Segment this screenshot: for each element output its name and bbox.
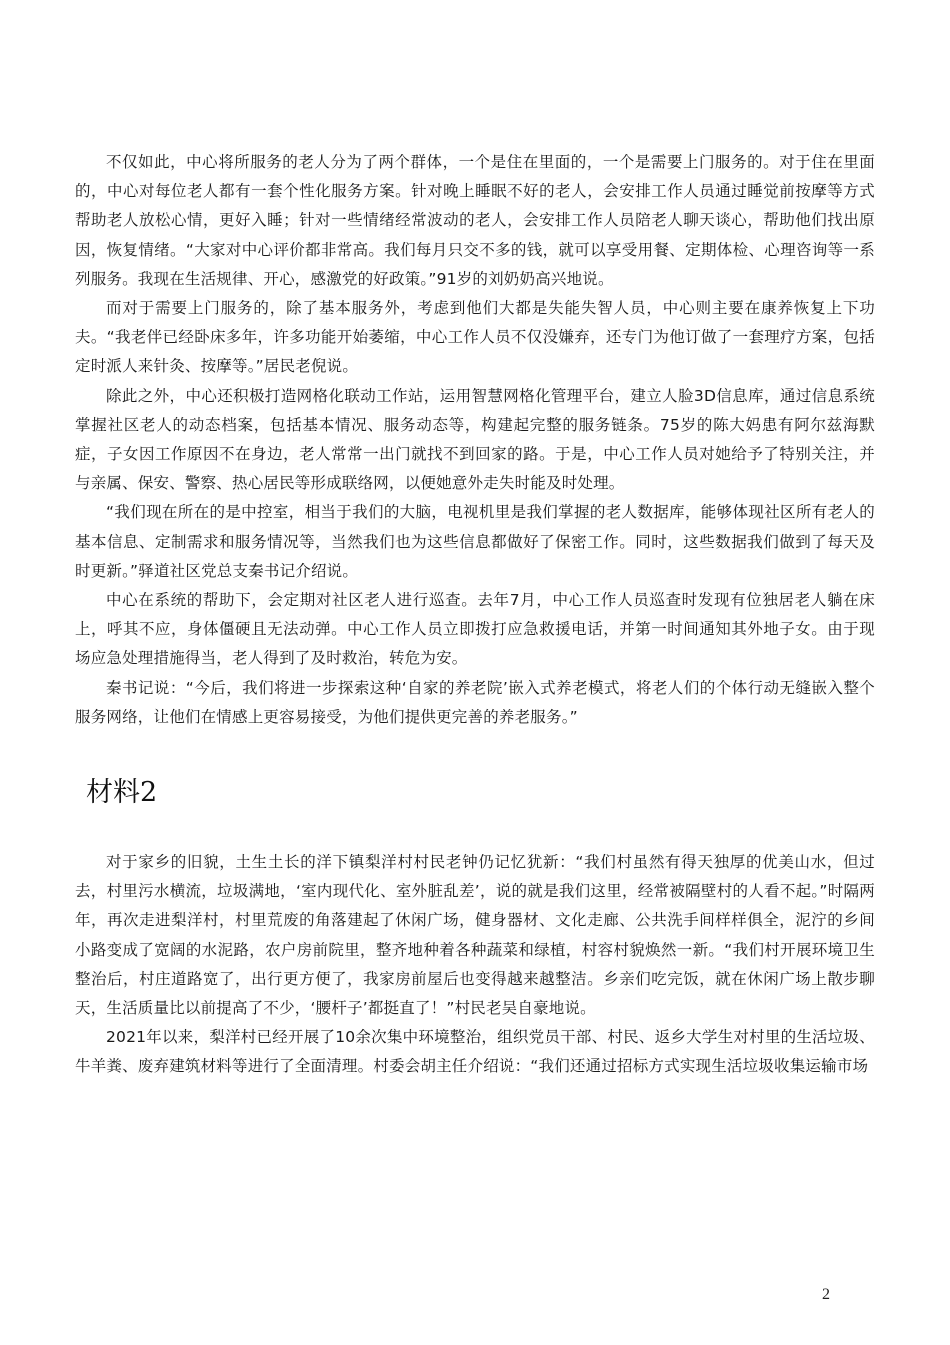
page-number: 2 xyxy=(822,1286,830,1303)
paragraph: 对于家乡的旧貌，土生土长的洋下镇梨洋村村民老钟仍记忆犹新：“我们村虽然有得天独厚的优美山水，但过去，村里污水横流，垃圾满地，‘室内现代化、室外脏乱差’，说的就是我们这里，经常被隔壁村的人看不起。”时隔两年，再次走进梨洋村，村里荒废的角落建起了休闲广场，健身器材、文化走廊、公共洗手间样样俱全，泥泞的乡间小路变成了宽阔的水泥路，农户房前院里，整齐地种着各种蔬菜和绿植，村容村貌焕然一新。“我们村开展环境卫生整治后，村庄道路宽了，出行更方便了，我家房前屋后也变得越来越整洁。乡亲们吃完饭，就在休闲广场上散步聊天，生活质量比以前提高了不少，‘腰杆子’都挺直了！”村民老吴自豪地说。 xyxy=(75,853,875,1018)
paragraph: 中心在系统的帮助下，会定期对社区老人进行巡查。去年7月，中心工作人员巡查时发现有位独居老人躺在床上，呼其不应，身体僵硬且无法动弹。中心工作人员立即拨打应急救援电话，并第一时间通知其外地子女。由于现场应急处理措施得当，老人得到了及时救治，转危为安。 xyxy=(75,591,875,668)
paragraph: 秦书记说：“今后，我们将进一步探索这种‘自家的养老院’嵌入式养老模式，将老人们的个体行动无缝嵌入整个服务网络，让他们在情感上更容易接受，为他们提供更完善的养老服务。” xyxy=(75,678,875,726)
section-heading: 材料2 xyxy=(86,777,158,809)
paragraph: 不仅如此，中心将所服务的老人分为了两个群体，一个是住在里面的，一个是需要上门服务的。对于住在里面的，中心对每位老人都有一套个性化服务方案。针对晚上睡眠不好的老人，会安排工作人员通过睡觉前按摩等方式帮助老人放松心情，更好入睡；针对一些情绪经常波动的老人，会安排工作人员陪老人聊天谈心，帮助他们找出原因，恢复情绪。“大家对中心评价都非常高。我们每月只交不多的钱，就可以享受用餐、定期体检、心理咨询等一系列服务。我现在生活规律、开心，感激党的好政策。”91岁的刘奶奶高兴地说。 xyxy=(75,153,875,288)
paragraph: 而对于需要上门服务的，除了基本服务外，考虑到他们大都是失能失智人员，中心则主要在康养恢复上下功夫。“我老伴已经卧床多年，许多功能开始萎缩，中心工作人员不仅没嫌弃，还专门为他订做了一套理疗方案，包括定时派人来针灸、按摩等。”居民老倪说。 xyxy=(75,299,875,376)
page-content xyxy=(75,148,875,1082)
paragraph: “我们现在所在的是中控室，相当于我们的大脑，电视机里是我们掌握的老人数据库，能够体现社区所有老人的基本信息、定制需求和服务情况等，当然我们也为这些信息都做好了保密工作。同时，这些数据我们做到了每天及时更新。”驿道社区党总支秦书记介绍说。 xyxy=(75,503,875,580)
paragraph: 除此之外，中心还积极打造网格化联动工作站，运用智慧网格化管理平台，建立人脸3D信息库，通过信息系统掌握社区老人的动态档案，包括基本情况、服务动态等，构建起完整的服务链条。75岁的陈大妈患有阿尔兹海默症，子女因工作原因不在身边，老人常常一出门就找不到回家的路。于是，中心工作人员对她给予了特别关注，并与亲属、保安、警察、热心居民等形成联络网，以便她意外走失时能及时处理。 xyxy=(75,386,875,493)
paragraph: 2021年以来，梨洋村已经开展了10余次集中环境整治，组织党员干部、村民、返乡大学生对村里的生活垃圾、牛羊粪、废弃建筑材料等进行了全面清理。村委会胡主任介绍说：“我们还通过招标方式实现生活垃圾收集运输市场 xyxy=(75,1028,875,1076)
